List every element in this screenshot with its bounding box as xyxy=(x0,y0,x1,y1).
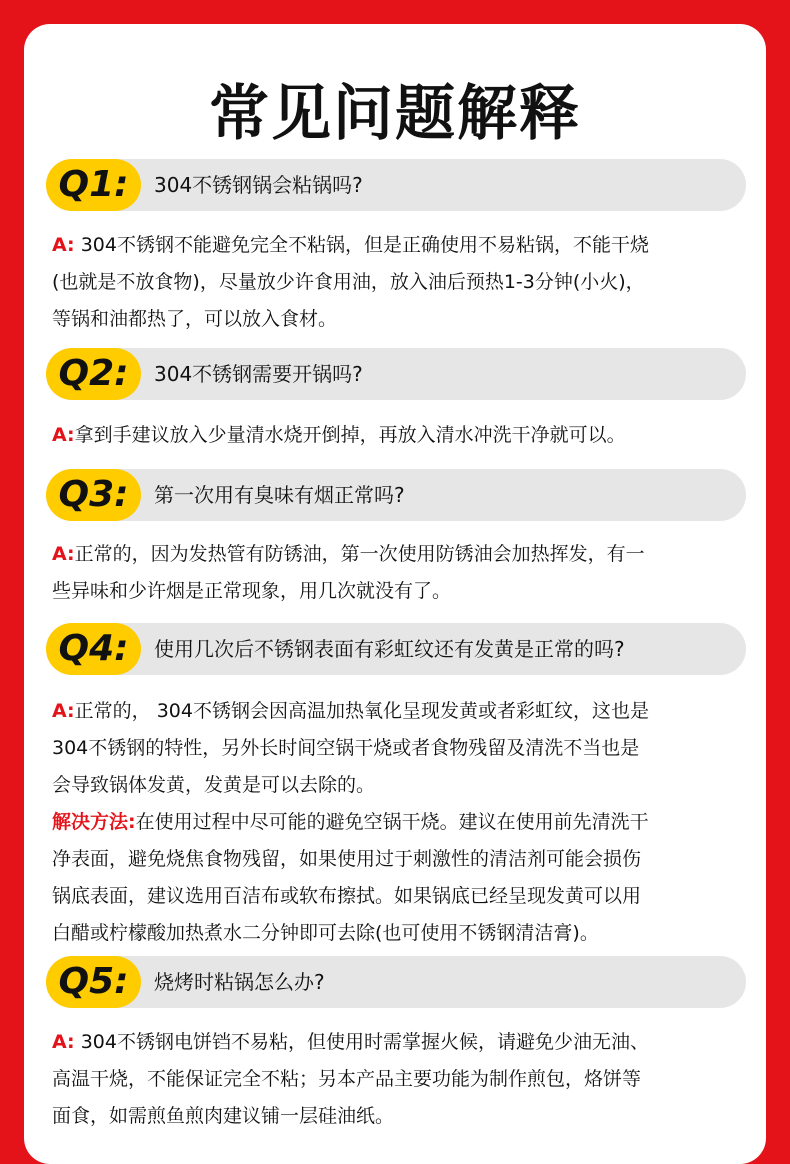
question-text: 第一次用有臭味有烟正常吗? xyxy=(154,483,405,507)
question-badge: Q1: xyxy=(46,159,141,211)
solution-line: 锅底表面，建议选用百洁布或软布擦拭。如果锅底已经呈现发黄可以用 xyxy=(52,885,642,907)
question-row-3 xyxy=(46,469,746,521)
answer-line: (也就是不放食物)，尽量放少许食用油，放入油后预热1-3分钟(小火)， xyxy=(52,271,645,293)
question-row-2 xyxy=(46,348,746,400)
faq-card xyxy=(24,24,766,1164)
answer-label: A: xyxy=(52,1031,75,1053)
question-bar xyxy=(46,159,746,211)
answer-block-4 xyxy=(52,693,752,952)
answer-block-3 xyxy=(52,536,752,610)
answer-block-2 xyxy=(52,417,752,454)
answer-block-5 xyxy=(52,1024,752,1135)
answer-label: A: xyxy=(52,543,75,565)
question-badge: Q2: xyxy=(46,348,141,400)
question-text: 烧烤时粘锅怎么办? xyxy=(154,970,325,994)
answer-line: 会导致锅体发黄，发黄是可以去除的。 xyxy=(52,774,376,796)
answer-line: 面食，如需煎鱼煎肉建议铺一层硅油纸。 xyxy=(52,1105,395,1127)
question-row-4 xyxy=(46,623,746,675)
solution-label: 解决方法: xyxy=(52,811,136,833)
question-text: 使用几次后不锈钢表面有彩虹纹还有发黄是正常的吗? xyxy=(154,637,625,661)
answer-label: A: xyxy=(52,424,75,446)
answer-block-1 xyxy=(52,227,752,338)
question-text: 304不锈钢锅会粘锅吗? xyxy=(154,173,363,197)
answer-line: 等锅和油都热了，可以放入食材。 xyxy=(52,308,338,330)
answer-label: A: xyxy=(52,234,75,256)
answer-line: 些异味和少许烟是正常现象，用几次就没有了。 xyxy=(52,580,452,602)
answer-line: A: 304不锈钢不能避免完全不粘锅，但是正确使用不易粘锅，不能干烧 xyxy=(52,234,649,256)
question-bar xyxy=(46,956,746,1008)
question-badge: Q5: xyxy=(46,956,141,1008)
page-title: 常见问题解释 xyxy=(209,79,581,149)
question-bar xyxy=(46,348,746,400)
answer-label: A: xyxy=(52,700,75,722)
answer-line: 304不锈钢的特性，另外长时间空锅干烧或者食物残留及清洗不当也是 xyxy=(52,737,640,759)
question-badge: Q3: xyxy=(46,469,141,521)
question-text: 304不锈钢需要开锅吗? xyxy=(154,362,363,386)
answer-line: A:拿到手建议放入少量清水烧开倒掉，再放入清水冲洗干净就可以。 xyxy=(52,424,626,446)
answer-line: A:正常的，因为发热管有防锈油，第一次使用防锈油会加热挥发，有一 xyxy=(52,543,645,565)
question-badge: Q4: xyxy=(46,623,141,675)
solution-line: 解决方法:在使用过程中尽可能的避免空锅干烧。建议在使用前先清洗干 xyxy=(52,811,649,833)
answer-line: 高温干烧，不能保证完全不粘；另本产品主要功能为制作煎包，烙饼等 xyxy=(52,1068,642,1090)
answer-line: A: 304不锈钢电饼铛不易粘，但使用时需掌握火候，请避免少油无油、 xyxy=(52,1031,649,1053)
solution-line: 白醋或柠檬酸加热煮水二分钟即可去除(也可使用不锈钢清洁膏)。 xyxy=(52,922,599,944)
solution-line: 净表面，避免烧焦食物残留，如果使用过于刺激性的清洁剂可能会损伤 xyxy=(52,848,642,870)
question-row-5 xyxy=(46,956,746,1008)
answer-line: A:正常的， 304不锈钢会因高温加热氧化呈现发黄或者彩虹纹，这也是 xyxy=(52,700,649,722)
question-row-1 xyxy=(46,159,746,211)
